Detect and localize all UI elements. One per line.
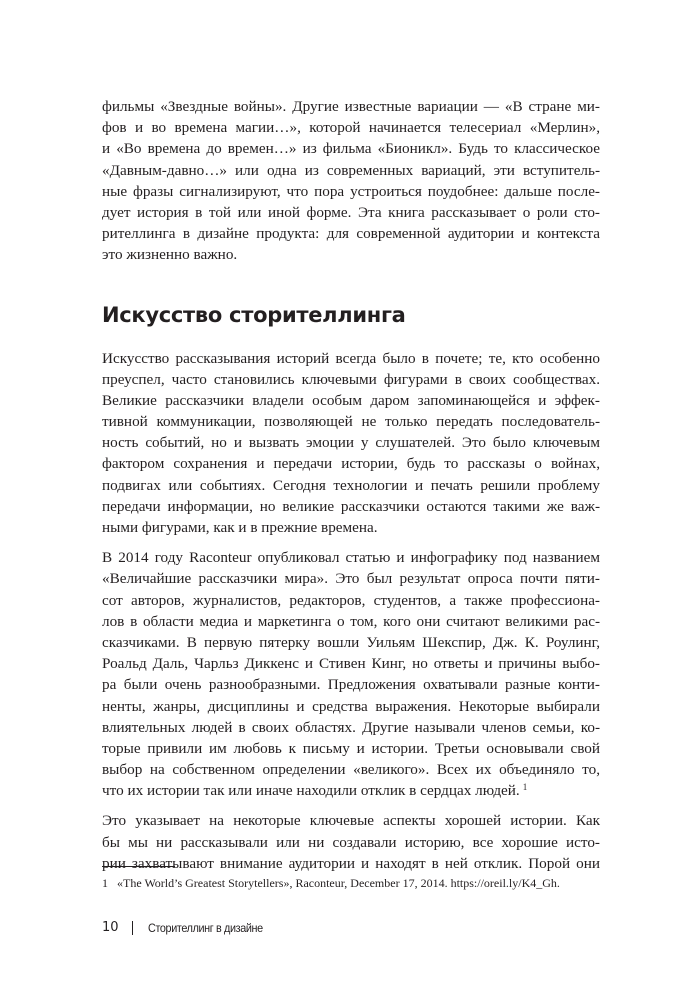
footer-separator [132,921,133,935]
text-line: ненты, жанры, дисциплины и средства выражения. Некоторые выбирали [102,697,600,715]
text-line: передачи информации, но великие рассказчики остаются такими же важ- [102,497,600,515]
text-line: тивной коммуникации, позволяющей не только передать последователь- [102,413,600,431]
text-line: фактором сохранения и передачи истории, будь то рассказы о войнах, [102,455,600,473]
text-line [102,780,600,801]
text-line: фов и во времена магии…», которой начинается телесериал «Мерлин», [102,119,600,137]
text-line: сот авторов, журналистов, редакторов, студентов, а также профессиона- [102,591,600,609]
text-line: это жизненно важно. [102,246,238,264]
text-line: «Давным-давно…» или одна из современных вариаций, эти вступитель- [102,161,600,179]
paragraph-2 [102,547,600,801]
text-line: ные фразы сигнализируют, что пора устроиться поудобнее: дальше после- [102,182,600,200]
text-line: фильмы «Звездные войны». Другие известные вариации — «В стране ми- [102,98,600,115]
text-line: ра были очень разнообразными. Предложения охватывали разные конти- [102,676,600,694]
section-heading: Искусство сторителлинга [102,302,406,327]
text-line: Великие рассказчики владели особым даром запоминающейся и эффек- [102,391,600,409]
footnote-divider [102,866,175,867]
text-line: рии захватывают внимание аудитории и находят в ней отклик. Порой они [102,854,600,872]
text-line: преуспел, часто становились ключевыми фигурами в своих сообществах. [102,370,600,388]
text-line: лов в области медиа и маркетинга о том, кого они считают великими рас- [102,612,600,630]
text-line: бы мы ни рассказывали или ни создавали историю, все хорошие исто- [102,833,600,851]
footnote-reference[interactable]: 1 [522,782,528,793]
page-body [102,96,600,874]
text-line-content: что их истории так или иначе находили отклик в сердцах людей. [102,782,520,800]
text-line: Это указывает на некоторые ключевые аспекты хорошей истории. Как [102,812,600,830]
paragraph-3 [102,810,600,874]
text-line: Роальд Даль, Чарльз Диккенс и Стивен Кинг, но ответы и причины выбо- [102,655,600,673]
text-line: ность событий, но и вызвать эмоции у слушателей. Это было ключевым [102,434,600,452]
text-line: и «Во времена до времен…» из фильма «Бионикл». Будь то классическое [102,140,600,158]
text-line: сказчиками. В первую пятерку вошли Уильям Шекспир, Дж. К. Роулинг, [102,633,600,651]
footnote-text: «The World’s Greatest Storytellers», Raconteur, December 17, 2014. https://oreil.ly/K4_Gh. [117,876,560,890]
intro-paragraph [102,96,600,266]
text-line: торые привили им любовь к письму и истории. Третьи основывали свой [102,739,600,757]
text-line: выбор на собственном определении «великого». Всех их объединяло то, [102,761,600,779]
text-line: дует история в той или иной форме. Эта книга рассказывает о роли сто- [102,203,600,221]
paragraph-1 [102,348,600,539]
footnote-number: 1 [102,876,108,890]
text-line: рителлинга в дизайне продукта: для современной аудитории и контекста [102,225,600,243]
text-line: ными фигурами, как и в прежние времена. [102,519,378,536]
text-line: В 2014 году Raconteur опубликовал статью и инфографику под названием [102,549,600,567]
text-line: влиятельных людей в своих областях. Другие называли членов семьи, ко- [102,718,600,736]
text-line: «Величайшие рассказчики мира». Это был результат опроса почти пяти- [102,570,600,588]
footnote [102,874,560,892]
page-footer [102,919,276,937]
running-title: Сторителлинг в дизайне [148,921,263,935]
text-line: подвигах или событиях. Сегодня технологии и печать решили проблему [102,476,600,494]
page-number: 10 [102,920,119,935]
text-line: Искусство рассказывания историй всегда было в почете; те, кто особенно [102,349,600,367]
